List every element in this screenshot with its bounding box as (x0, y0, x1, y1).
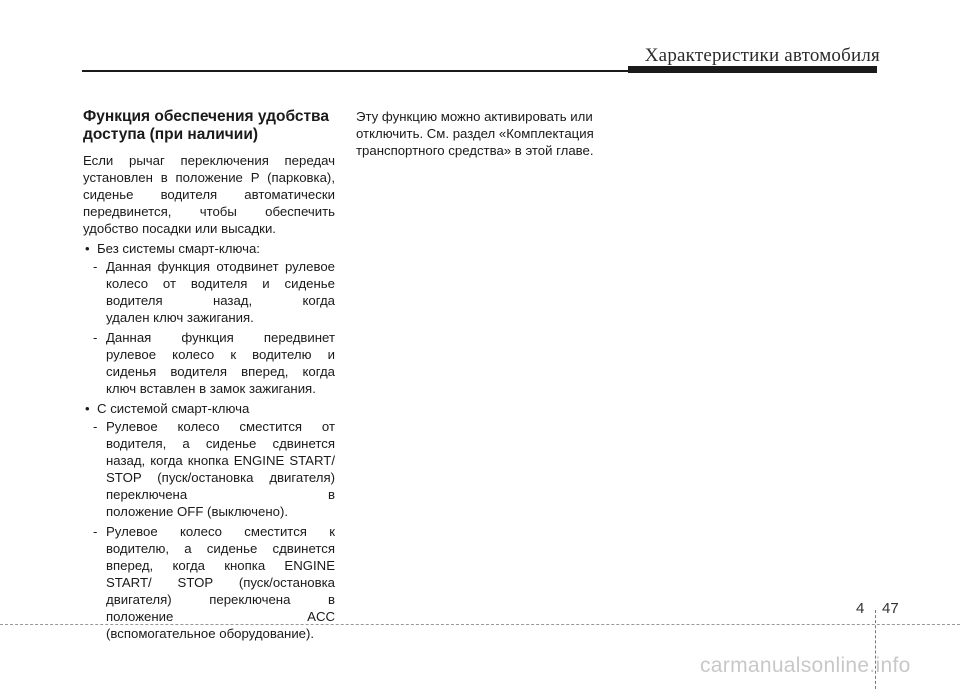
section-heading: Функция обеспечения удобства доступа (при наличии) (83, 108, 329, 143)
sub-text (106, 258, 335, 326)
bullet-mark: • (85, 401, 90, 416)
sub-text-body: Данная функция отодвинет рулевое колесо от водителя и сиденье водителя назад, когда (106, 259, 335, 308)
sub-text-last: положение OFF (выключено). (106, 504, 289, 519)
right-column (356, 108, 608, 159)
sub-text-body: Рулевое колесо сместится от водителя, а сиденье сдвинется назад, когда кнопка ENGINE START/ STOP (пуск/остановка двигателя) переключена в (106, 419, 335, 502)
bullet-mark: • (85, 241, 90, 256)
sub-text (106, 329, 335, 397)
sub-mark: - (93, 419, 98, 434)
intro-paragraph: Если рычаг переключения передач установлен в положение P (парковка), сиденье водителя автоматически передвинется, чтобы обеспечить удобство посадки или высадки. (83, 153, 335, 236)
bullet-label: Без системы смарт-ключа: (97, 241, 260, 256)
sub-mark: - (93, 259, 98, 274)
sub-text (106, 418, 335, 520)
page-number: 47 (882, 600, 899, 617)
sub-text-last: ключ вставлен в замок зажигания. (106, 381, 316, 396)
sub-text-body: Рулевое колесо сместится к водителю, а сиденье сдвинется вперед, когда кнопка ENGINE START/ STOP (пуск/остановка двигателя) переключена в положение ACC (106, 524, 335, 624)
bullet-item (83, 240, 335, 257)
right-paragraph: Эту функцию можно активировать или отключить. См. раздел «Комплектация транспортного средства» в этой главе. (356, 109, 594, 158)
sub-item (93, 329, 335, 397)
header-rule-accent (628, 66, 877, 73)
watermark-text: carmanualsonline.info (700, 654, 911, 677)
sub-item (93, 418, 335, 520)
sub-text-last: (вспомогательное оборудование). (106, 626, 315, 641)
bullet-label: С системой смарт-ключа (97, 401, 250, 416)
sub-text-body: Данная функция передвинет рулевое колесо к водителю и сиденья водителя вперед, когда (106, 330, 335, 379)
sub-item (93, 258, 335, 326)
bullet-item (83, 400, 335, 417)
page-header-title: Характеристики автомобиля (644, 45, 880, 66)
left-column (83, 108, 335, 645)
sub-mark: - (93, 524, 98, 539)
footer-dashed-rule (0, 624, 960, 625)
sub-mark: - (93, 330, 98, 345)
chapter-number: 4 (856, 600, 865, 617)
sub-text-last: удален ключ зажигания. (106, 310, 254, 325)
